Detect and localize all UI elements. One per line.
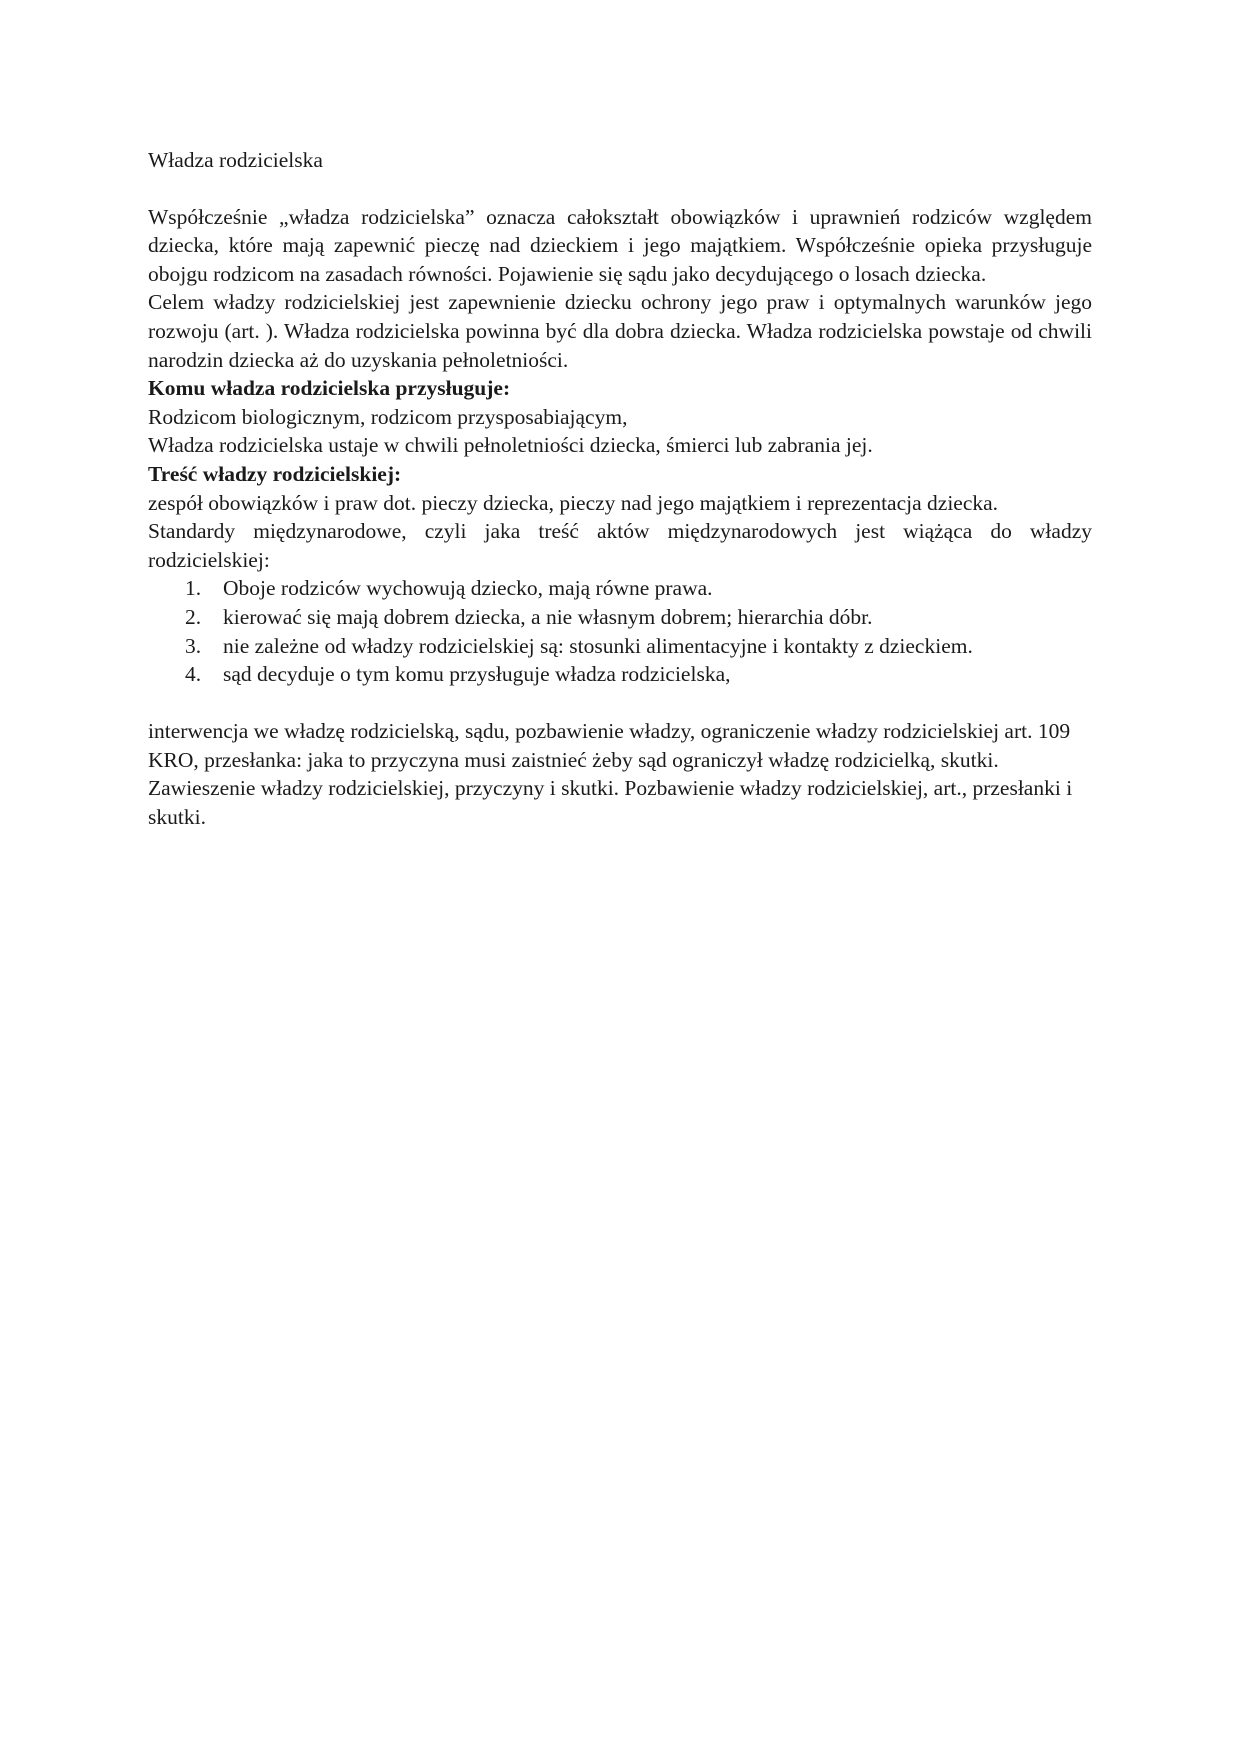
list-item-text: Oboje rodziców wychowują dziecko, mają równe prawa. [223,576,713,601]
list-item-number: 4. [185,662,202,687]
paragraph-intervention: interwencja we władzę rodzicielską, sądu, pozbawienie władzy, ograniczenie władzy rodzicielskiej art. 109 KRO, przesłanka: jaka to przyczyna musi zaistnieć żeby sąd ograniczył władzę rodzicielką, skutki. Zawieszenie władzy rodzicielskiej, przyczyny i skutki. Pozbawienie władzy rodzicielskiej, art., przesłanki i skutki. [148,719,1073,830]
list-item-text: kierować się mają dobrem dziecka, a nie własnym dobrem; hierarchia dóbr. [223,604,873,629]
list-item [148,574,1092,603]
list-item-number: 3. [185,633,202,658]
section-heading-content: Treść władzy rodzicielskiej: [148,461,402,486]
line-termination: Władza rodzicielska ustaje w chwili pełnoletniości dziecka, śmierci lub zabrania jej. [148,433,873,458]
paragraph-intro: Współcześnie „władza rodzicielska” oznacza całokształt obowiązków i uprawnień rodziców względem dziecka, które mają zapewnić pieczę nad dzieckiem i jego majątkiem. Współcześnie opieka przysługuje obojgu rodzicom na zasadach równości. Pojawienie się sądu jako decydującego o losach dziecka. [148,204,1092,286]
list-item-text: nie zależne od władzy rodzicielskiej są: stosunki alimentacyjne i kontakty z dzieckiem. [223,633,973,658]
section-heading-who: Komu władza rodzicielska przysługuje: [148,376,511,401]
list-item-text: sąd decyduje o tym komu przysługuje władza rodzicielska, [223,662,731,687]
list-item [148,632,1092,661]
document-title: Władza rodzicielska [148,148,323,172]
paragraph-content: zespół obowiązków i praw dot. pieczy dziecka, pieczy nad jego majątkiem i reprezentacja dziecka. [148,490,999,515]
paragraph-standards: Standardy międzynarodowe, czyli jaka treść aktów międzynarodowych jest wiążąca do władzy rodzicielskiej: [148,519,1092,572]
blank-line [148,689,1092,718]
list-item-number: 1. [185,576,202,601]
document-body [148,146,1092,832]
list-item [148,660,1092,689]
standards-list [148,574,1092,688]
list-item-number: 2. [185,604,202,629]
list-item [148,603,1092,632]
line-parents: Rodzicom biologicznym, rodzicom przysposabiającym, [148,404,628,429]
paragraph-purpose: Celem władzy rodzicielskiej jest zapewnienie dziecku ochrony jego praw i optymalnych warunków jego rozwoju (art. ). Władza rodzicielska powinna być dla dobra dziecka. Władza rodzicielska powstaje od chwili narodzin dziecka aż do uzyskania pełnoletniości. [148,290,1092,372]
